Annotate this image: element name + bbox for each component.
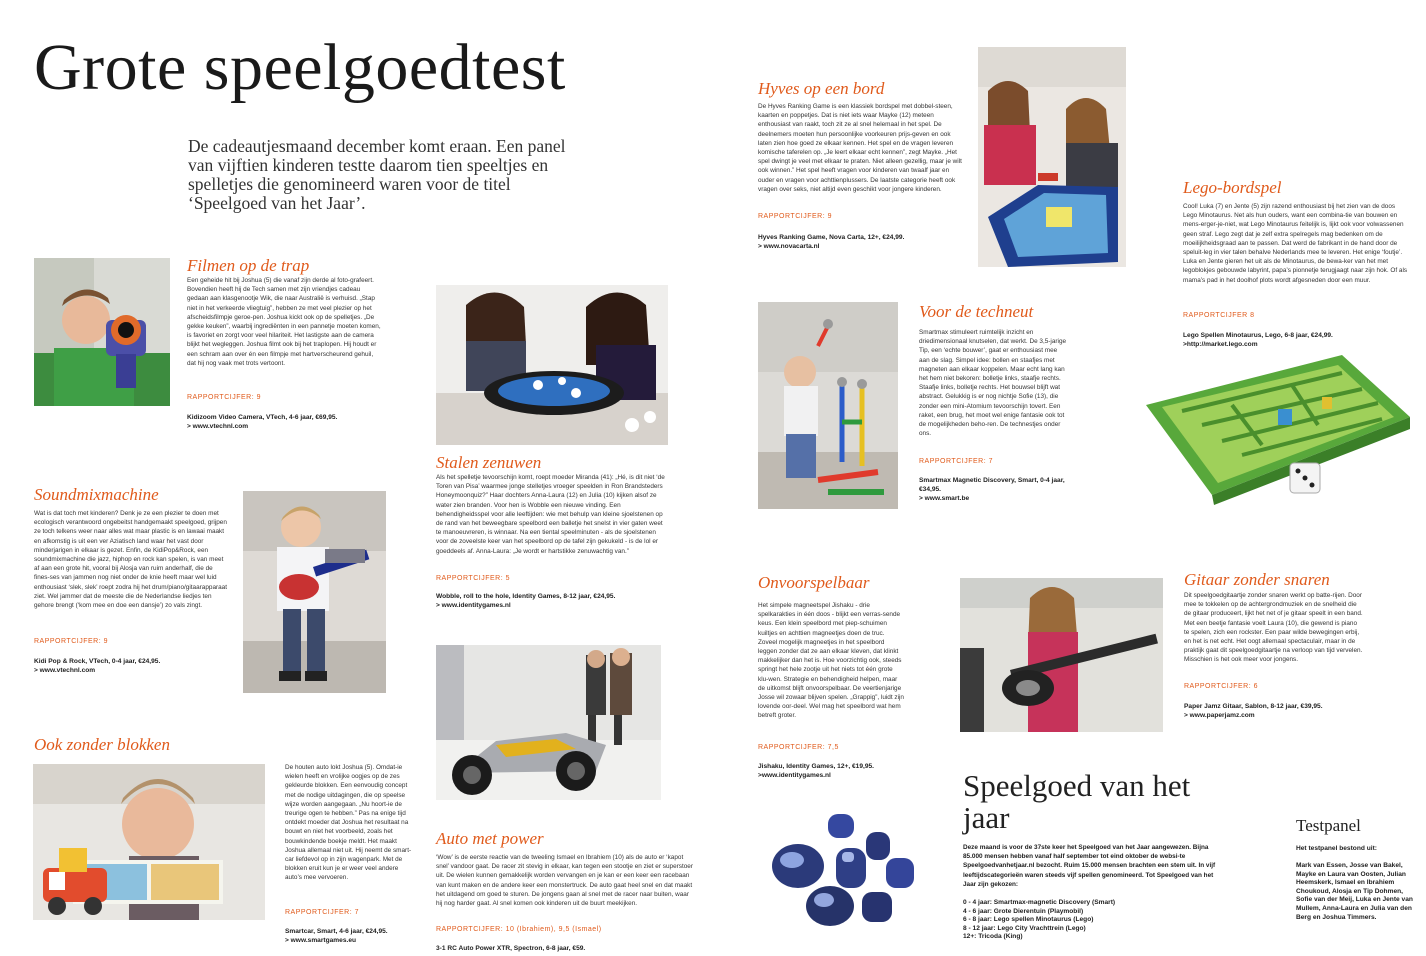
score-gitaar: RAPPORTCIJFER: 6 <box>1184 683 1258 690</box>
intro-text: De cadeautjesmaand december komt eraan. Een panel van vijftien kinderen testte daarom tien speeltjes en spelletjes die genomineerd waren voor de titel ‘Speelgoed van het Jaar’. <box>188 136 566 213</box>
link-blokken[interactable]: > www.smartgames.eu <box>285 937 357 944</box>
photo-girl-guitar <box>960 578 1163 732</box>
score-blokken: RAPPORTCIJFER: 7 <box>285 909 359 916</box>
score-auto: RAPPORTCIJFER: 10 (Ibrahiem), 9,5 (Ismael) <box>436 926 602 933</box>
heading-hyves: Hyves op een bord <box>758 79 885 98</box>
link-hyves[interactable]: > www.novacarta.nl <box>758 243 820 250</box>
heading-auto: Auto met power <box>436 829 544 848</box>
link-filmen[interactable]: > www.vtechnl.com <box>187 423 249 430</box>
panel-intro: Het testpanel bestond uit: <box>1296 845 1377 852</box>
photo-girls-hyves <box>978 47 1126 267</box>
product-sound: Kidi Pop & Rock, VTech, 0-4 jaar, €24,95. <box>34 658 161 665</box>
product-auto: 3-1 RC Auto Power XTR, Spectron, 6-8 jaar, €59. <box>436 945 586 952</box>
score-sound: RAPPORTCIJFER: 9 <box>34 638 108 645</box>
body-lego: Cool! Luka (7) en Jente (5) zijn razend enthousiast bij het zien van de doos Lego Minotaurus. Net als hun ouders, want een combina-tie van bouwen en mens-erger-je-niet, wat Lego Minotaurus feitelijk is, lijkt ook voor volwassenen geen straf. Lego zegt dat je zelf extra spelregels mag bedenken om de moeilijkheidsgraad aan te passen. Dat werd de fabrikant in de hand door de speluit-leg in vier talen behalve Nederlands mee te leveren. Het enige ‘foutje’. Luka en Jente gieren het uit als de Minotaurus, de bewa-ker van het met legoblokjes gebouwde labyrint, papa’s pionnetje terugjaagt naar zijn hok. Of als mama’s pad in het doolhof plots wordt afgesneden door een muur. <box>1183 203 1408 284</box>
body-techneut: Smartmax stimuleert ruimtelijk inzicht en driedimensionaal knutselen, dat werkt. De 3,5-jarige Tip, een ‘echte bouwer’, gaat er enthousiast mee aan de slag. Simpel idee: bollen en staafjes met magneten aan elkaar koppelen. Maar echt lang kan het hem niet bekoren: bolletje links, staafje rechts. Staafje links, bolletje rechts. Het bouwsel blijft wat abstract. Gelukkig is er nog nichtje Sofie (13), die zonder een mini-Atomium tevoorschijn tovert. Een raket, een brug, het moet wel enige fantasie ook tot de mogelijkheden beho-ren. De technestjes onder ons. <box>919 329 1067 438</box>
award-winner: 12+: Tricoda (King) <box>963 933 1023 941</box>
body-sound: Wat is dat toch met kinderen? Denk je ze een plezier te doen met ecologisch verantwoord ongebeitst handgemaakt speelgoed, grijpen ze toch telkens weer naar alles wat maar plastic is en lawaai maakt en afkomstig is uit een ver Aziatisch land waar het vast door minderjarigen in elkaar is gezet. Enfin, de KidiPop&Rock, een soundmixmachine die jazz, hiphop en rock kan spelen, is van meet af aan een grote hit, vooral bij Alosja van ruim anderhalf, die de fines-ses van jammen nog niet onder de knie heeft maar wel luid enthousiast ‘slek, slek’ roept zodra hij het drum/piano/gitaarapparaat ziet. Wel jammer dat de meeste die de Nederlandse liedjes ten gehore brengt (‘kom mee en doe een dansje’) zo vals zingt. <box>34 510 228 610</box>
heading-stalen: Stalen zenuwen <box>436 453 542 472</box>
photo-boy-smartcar <box>33 764 265 920</box>
award-winners-list <box>963 899 1115 942</box>
product-stalen: Wobble, roll to the hole, Identity Games, 8-12 jaar, €24,95. <box>436 593 616 600</box>
product-hyves: Hyves Ranking Game, Nova Carta, 12+, €24,99. <box>758 234 905 241</box>
score-techneut: RAPPORTCIJFER: 7 <box>919 458 993 465</box>
heading-lego: Lego-bordspel <box>1183 178 1282 197</box>
score-onvoor: RAPPORTCIJFER: 7,5 <box>758 744 839 751</box>
award-winner: 0 - 4 jaar: Smartmax-magnetic Discovery (Smart) <box>963 899 1116 906</box>
body-filmen: Een geheide hit bij Joshua (5) die vanaf zijn derde al foto-grafeert. Bovendien heeft hij de Tech samen met zijn vriendjes cadeau gedaan aan klasgenootje Wik, die naar Australië is verhuisd. „Stap niet in het verkeerde vliegtuig”, hebben ze met veel plezier op het afscheidsfilmpje geroe-pen. Joshua kickt ook op de spelletjes. „De gekke keuken”, waarbij ingrediënten in een pannetje moeten komen, is favoriet en zorgt voor veel hilariteit. Het lastigste aan de camera blijkt het wegleggen. Joshua filmt ook bij het traplopen. Hij houdt er een schram aan over én een filmpje met hartverscheurend gehuil, dat hij nog vaak met trots vertoont. <box>187 277 381 367</box>
product-onvoor: Jishaku, Identity Games, 12+, €19,95. <box>758 763 875 770</box>
photo-boy-camera <box>34 258 170 406</box>
body-stalen: Als het spelletje tevoorschijn komt, roept moeder Miranda (41): „Hé, is dit niet ‘de Toren van Pisa’ waarmee jonge stelletjes vroeger speelden in Ron Brandsteders Honeymoonquiz?” Haar dochters Anna-Laura (12) en Julia (10) kijken alsof ze water zien branden. Voor hen is Wobble een nieuwe vinding. Een behendigheidsspel voor alle leeftijden: wie met behulp van kleine sjoelstenen op de rand van het beweegbare speelbord een balletje het snelst in vier gaten weet te manoeuvreren, is winnaar. Na een tiental speelminuten - als de sjoelstenen voor de zoveelste keer van het speelbord op de tafel zijn gekukeld - is de lol er goeddeels af. Anna-Laura: „Je wordt er hartstikke zenuwachtig van.” <box>436 474 665 555</box>
photo-toddler-smartmax <box>758 302 898 509</box>
product-gitaar: Paper Jamz Gitaar, Sablon, 8-12 jaar, €39,95. <box>1184 703 1323 710</box>
link-sound[interactable]: > www.vtechnl.com <box>34 667 96 674</box>
heading-filmen: Filmen op de trap <box>187 256 310 275</box>
award-body: Deze maand is voor de 37ste keer het Speelgoed van het Jaar aangewezen. Bijna 85.000 mensen hebben vanaf half september tot eind oktober de websi-te Speelgoedvanhetjaar.nl bezocht. Ruim 15.000 mensen brachten een stem uit. In vijf leeftijdscategorieën waren steeds vijf spellen genomineerd. Tot Speelgoed van het Jaar zijn gekozen: <box>963 844 1216 888</box>
award-winner: 4 - 6 jaar: Grote Dierentuin (Playmobil) <box>963 907 1084 915</box>
body-gitaar: Dit speelgoedgitaartje zonder snaren werkt op batte-rijen. Door mee te tokkelen op de achtergrondmuziek en de snelheid die de gitaar produceert, lijkt het net of je gitaar speelt in een band. Met een beetje fantasie voelt Laura (10), die gewend is piano te spelen, zich een rockster. Een paar wilde bewegingen erbij, en het is net echt. Het oogt allemaal spectaculair, maar in de praktijk gaat dit speelgoedgitaartje na verloop van tijd vervelen. Misschien is het ook meer voor jongens. <box>1184 592 1363 664</box>
panel-heading: Testpanel <box>1296 816 1361 835</box>
photo-rc-car <box>436 645 661 800</box>
page-title: Grote speelgoedtest <box>34 31 566 104</box>
score-lego: RAPPORTCIJFER 8 <box>1183 312 1255 319</box>
score-stalen: RAPPORTCIJFER: 5 <box>436 575 510 582</box>
award-winner: 6 - 8 jaar: Lego spellen Minotaurus (Lego) <box>963 916 1094 924</box>
score-filmen: RAPPORTCIJFER: 9 <box>187 394 261 401</box>
product-techneut: Smartmax Magnetic Discovery, Smart, 0-4 jaar, €34,95. <box>919 477 1065 493</box>
link-techneut[interactable]: > www.smart.be <box>919 495 970 502</box>
link-onvoor[interactable]: >www.identitygames.nl <box>758 772 831 779</box>
body-onvoor: Het simpele magneetspel Jishaku - drie spelkarakties in één doos - blijkt een verras-sende keus. Een klein speelbord met piep-schuimen kuiltjes en achttien magneetjes doen de truc. Zoveel mogelijk magneetjes in het speelbord leggen zonder dat ze aan elkaar kleven, dat klinkt makkelijker dan het is. Hoe voorzichtig ook, steeds springt het hele zootje uit het niets tot één grote klu-wen. Strategie en behendigheid helpen, maar de uitkomst blijft onvoorspelbaar. De veertienjarige Josse wil zowaar blijven spelen. „Grappig”, luidt zijn lovende oor-deel. Wel mag het speelbord wat hem betreft groter. <box>758 602 904 720</box>
photo-jishaku-magnets <box>758 808 923 933</box>
product-filmen: Kidizoom Video Camera, VTech, 4-6 jaar, €69,95. <box>187 414 338 421</box>
heading-sound: Soundmixmachine <box>34 485 159 504</box>
body-auto: ‘Wow’ is de eerste reactie van de tweeling Ismael en Ibrahiem (10) als de auto er ‘kapot snel’ vandoor gaat. De racer zit stevig in elkaar, kan tegen een stootje en ziet er superstoer uit. De wielen kunnen gemakkelijk worden vervangen en je kan er een keer een racebaan van kunt maken en de andere keer een monstertruck. De auto gaat heel snel en dat maakt het uitdagend om goed te sturen. De jongens gaan al snel met de racer naar buiten, waar hij nog harder gaat. Al snel komen ook kinderen uit de buurt meekijken. <box>436 854 693 908</box>
photo-toddler-guitar <box>243 491 386 693</box>
award-heading: Speelgoed van het jaar <box>963 768 1191 835</box>
body-hyves: De Hyves Ranking Game is een klassiek bordspel met dobbel-steen, kaarten en poppetjes. Dat is niet iets waar Mayke (12) meteen enthousiast van raakt, toch zit ze al snel helemaal in het spel. De deelnemers moeten hun persoonlijke voorkeuren prijs-geven en ook laten zien hoe goed ze elkaar kennen. Het spel en de vragen leveren komische taferelen op. „Je leert elkaar echt kennen”, zegt Mayke. „Het spel dwingt je veel met elkaar te praten. Niet alleen gezellig, maar je wilt ook winnen.” Het spel heeft vragen voor kinderen van twaalf jaar en ouder en vragen voor achttienplussers. De laatste categorie heeft ook vragen over seks, niet altijd even geschikt voor jongere kinderen. <box>758 103 962 193</box>
heading-blokken: Ook zonder blokken <box>34 735 170 754</box>
product-blokken: Smartcar, Smart, 4-6 jaar, €24,95. <box>285 928 388 935</box>
heading-techneut: Voor de techneut <box>919 302 1034 321</box>
photo-girls-wobble <box>436 285 668 445</box>
award-winner: 8 - 12 jaar: Lego City Vrachttrein (Lego) <box>963 924 1086 932</box>
photo-lego-minotaurus <box>1142 345 1412 505</box>
product-lego: Lego Spellen Minotaurus, Lego, 6-8 jaar, €24,99. <box>1183 332 1333 339</box>
heading-onvoor: Onvoorspelbaar <box>758 573 870 592</box>
link-lego[interactable]: >http://market.lego.com <box>1183 341 1258 348</box>
score-hyves: RAPPORTCIJFER: 9 <box>758 213 832 220</box>
link-stalen[interactable]: > www.identitygames.nl <box>436 602 511 609</box>
link-gitaar[interactable]: > www.paperjamz.com <box>1184 712 1255 719</box>
heading-gitaar: Gitaar zonder snaren <box>1184 570 1330 589</box>
panel-names: Mark van Essen, Josse van Bakel, Mayke en Laura van Oosten, Julian Heemskerk, Ismael en Ibrahiem Choukoud, Alosja en Tip Dohmen, Sofie van der Meij, Luka en Jente van Mullem, Anna-Laura en Julia van den Berg en Joshua Timmers. <box>1296 862 1413 921</box>
body-blokken: De houten auto lokt Joshua (5). Omdat-ie wielen heeft en vrolijke oogjes op de zes gekleurde blokken. Een eenvoudig concept met de nodige uitdagingen, die op speelse wijze worden aangegaan. „Nu hoort-ie de treurige ogen te hebben.” Pas na enige tijd ontdekt moeder dat Joshua het resultaat na bouwt en niet het voorbeeld, zoals het bouwkindende boekje meldt. Het maakt Joshua allemaal niet uit. Hij neemt de smart-car liefdevol op in zijn wagenpark. Met de blokken eruit kun je er weer veel andere auto’s mee vervoeren. <box>285 764 412 882</box>
